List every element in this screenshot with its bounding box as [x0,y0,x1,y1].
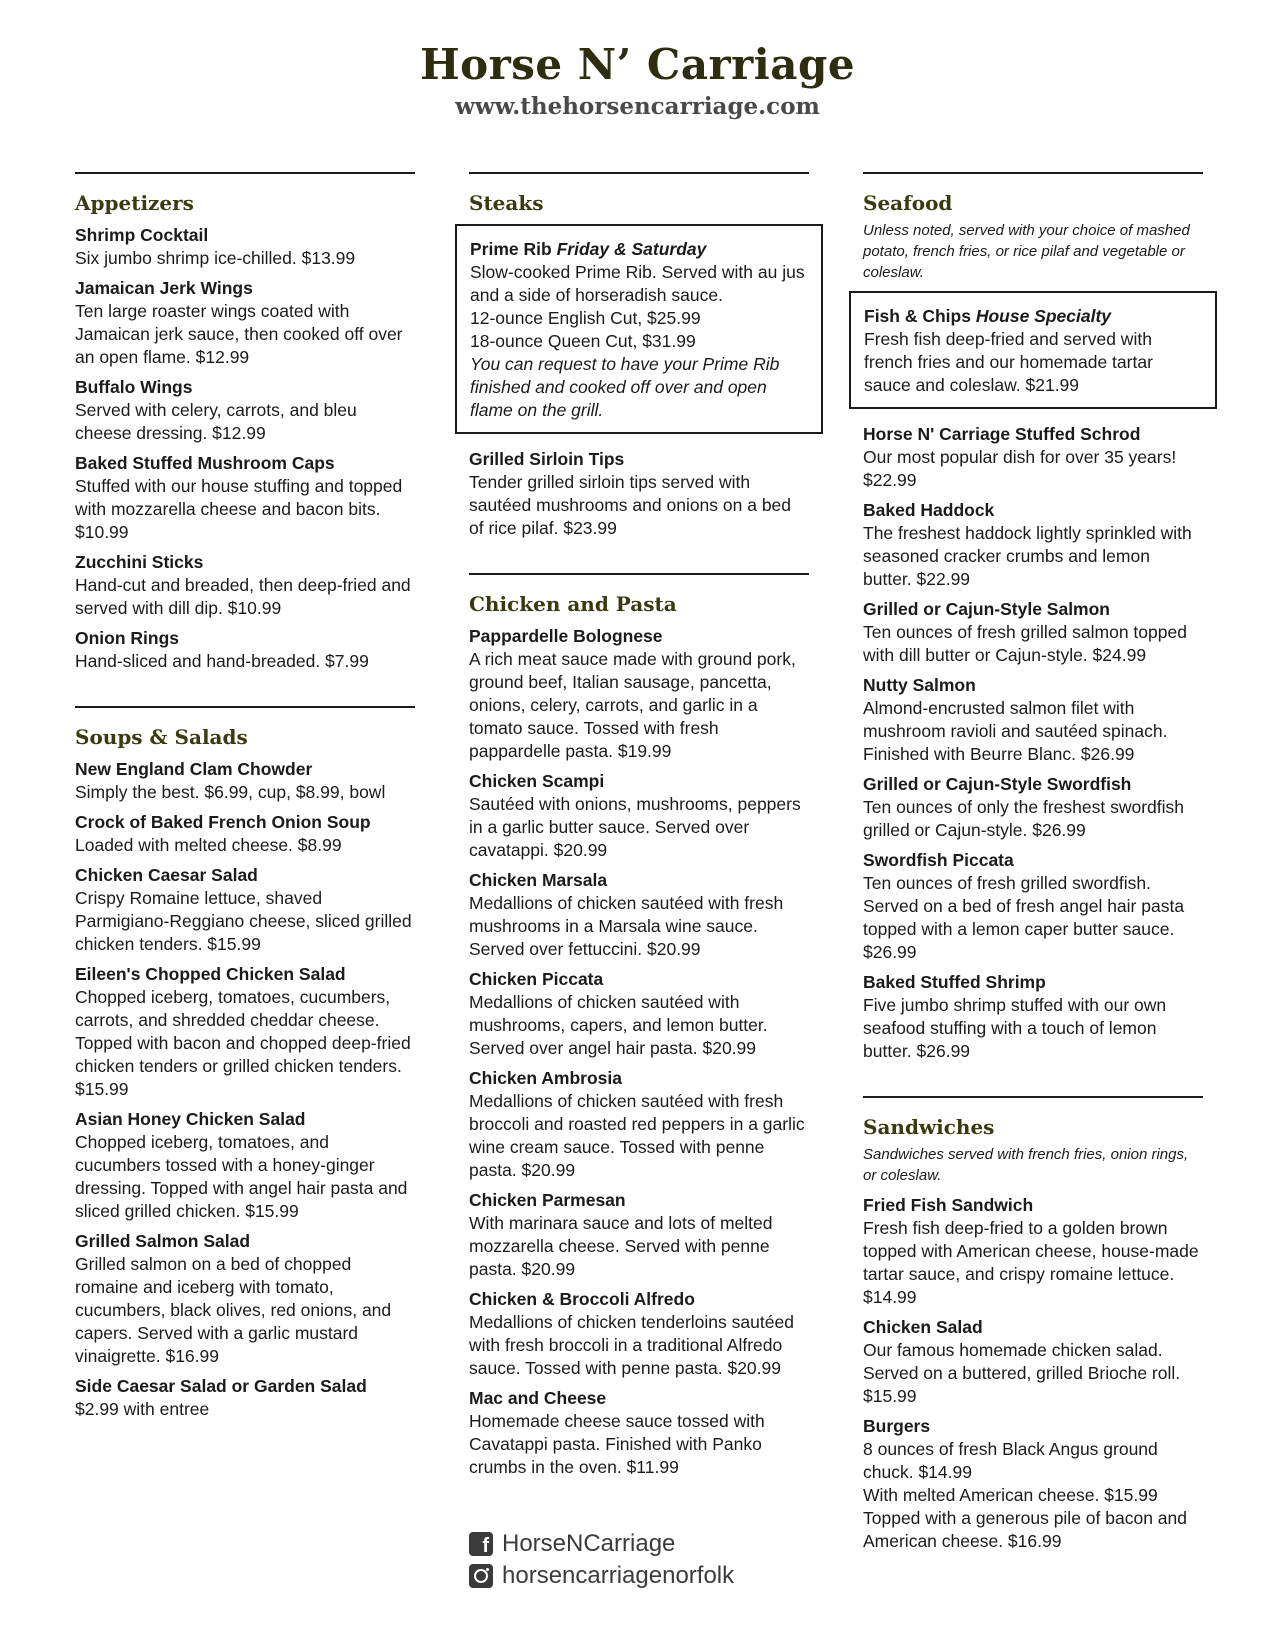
menu-item [75,452,415,544]
item-name: Grilled Salmon Salad [75,1231,251,1251]
menu-item [863,849,1203,964]
item-name: Mac and Cheese [469,1388,607,1408]
seafood-note: Unless noted, served with your choice of mashed potato, french fries, or rice pilaf and vegetable or coleslaw. [863,222,1190,281]
item-name: Chicken Marsala [469,870,608,890]
item-name [470,238,809,261]
menu-item [469,625,809,763]
section-divider [863,1096,1203,1098]
item-name: Eileen's Chopped Chicken Salad [75,964,346,984]
facebook-icon: f [469,1532,493,1556]
instagram-link[interactable] [469,1560,734,1592]
item-description: Medallions of chicken sautéed with fresh mushrooms in a Marsala wine sauce. Served over fettuccini. $20.99 [469,893,784,959]
prime-rib-desc: Slow-cooked Prime Rib. Served with au jus and a side of horseradish sauce. [470,262,805,305]
item-description: Our famous homemade chicken salad. Served on a buttered, grilled Brioche roll. $15.99 [863,1340,1181,1406]
item-description: Sautéed with onions, mushrooms, peppers in a garlic butter sauce. Served over cavatappi. $20.99 [469,794,801,860]
item-description: Chopped iceberg, tomatoes, and cucumbers tossed with a honey-ginger dressing. Topped with angel hair pasta and sliced grilled chicken. $15.99 [75,1132,408,1221]
burgers-desc: 8 ounces of fresh Black Angus ground chuck. $14.99 [863,1439,1158,1482]
menu-item [469,1189,809,1281]
appetizers-list [75,224,415,673]
menu-item [469,770,809,862]
item-description: Ten ounces of fresh grilled salmon topped with dill butter or Cajun-style. $24.99 [863,622,1187,665]
sandwiches-note: Sandwiches served with french fries, onion rings, or coleslaw. [863,1146,1189,1184]
restaurant-title: Horse N’ Carriage [419,40,856,89]
item-name: Grilled or Cajun-Style Swordfish [863,774,1132,794]
steaks-list [469,448,809,540]
menu-item [469,1288,809,1380]
item-description: Served with celery, carrots, and bleu cheese dressing. $12.99 [75,400,357,443]
chicken-pasta-list [469,625,809,1479]
item-name: Asian Honey Chicken Salad [75,1109,306,1129]
section-title-steaks: Steaks [469,191,544,215]
section-divider [75,706,415,708]
item-description: Six jumbo shrimp ice-chilled. $13.99 [75,248,356,268]
section-divider [469,573,809,575]
item-name: Buffalo Wings [75,377,193,397]
restaurant-website[interactable]: www.thehorsencarriage.com [455,93,820,120]
item-name: Fried Fish Sandwich [863,1195,1034,1215]
item-name: Swordfish Piccata [863,850,1014,870]
section-title-sandwiches: Sandwiches [863,1115,995,1139]
item-description: Ten ounces of fresh grilled swordfish. Served on a bed of fresh angel hair pasta topped with a lemon caper butter sauce. $26.99 [863,873,1185,962]
item-description: Our most popular dish for over 35 years! $22.99 [863,447,1177,490]
item-description: With marinara sauce and lots of melted mozzarella cheese. Served with penne pasta. $20.99 [469,1213,773,1279]
item-description: The freshest haddock lightly sprinkled with seasoned cracker crumbs and lemon butter. $22.99 [863,523,1192,589]
item-name: Grilled Sirloin Tips [469,449,625,469]
menu-item [863,1316,1203,1408]
fish-chips-desc: Fresh fish deep-fried and served with french fries and our homemade tartar sauce and coleslaw. $21.99 [864,329,1153,395]
menu-item [75,1108,415,1223]
item-name: Chicken Ambrosia [469,1068,623,1088]
section-divider [863,172,1203,174]
item-description: Stuffed with our house stuffing and topped with mozzarella cheese and bacon bits. $10.99 [75,476,403,542]
item-description: A rich meat sauce made with ground pork, ground beef, Italian sausage, pancetta, onions, celery, carrots, and garlic in a tomato sauce. Tossed with fresh pappardelle pasta. $19.99 [469,649,796,761]
item-name: Jamaican Jerk Wings [75,278,253,298]
item-description: Ten large roaster wings coated with Jamaican jerk sauce, then cooked off over an open flame. $12.99 [75,301,403,367]
item-name: Chicken & Broccoli Alfredo [469,1289,695,1309]
item-description: Five jumbo shrimp stuffed with our own seafood stuffing with a touch of lemon butter. $26.99 [863,995,1167,1061]
burgers-bacon-option: Topped with a generous pile of bacon and American cheese. $16.99 [863,1508,1187,1551]
item-name: Chicken Parmesan [469,1190,626,1210]
item-name: Pappardelle Bolognese [469,626,663,646]
section-title-seafood: Seafood [863,191,953,215]
prime-rib-note: You can request to have your Prime Rib finished and cooked off over and open flame on the grill. [470,354,780,420]
menu-item [75,758,415,804]
section-title-chicken-pasta: Chicken and Pasta [469,592,677,616]
fish-chips-box [849,291,1217,409]
menu-item [75,376,415,445]
soups-salads-list [75,758,415,1421]
item-name: Shrimp Cocktail [75,225,209,245]
section-title-appetizers: Appetizers [75,191,194,215]
item-name: Baked Haddock [863,500,995,520]
menu-item [75,551,415,620]
item-name: Nutty Salmon [863,675,976,695]
menu-item [469,1387,809,1479]
menu-item [75,1230,415,1368]
menu-item [863,773,1203,842]
menu-item [75,224,415,270]
burgers-cheese-option: With melted American cheese. $15.99 [863,1485,1158,1505]
menu-item [863,598,1203,667]
item-description: Crispy Romaine lettuce, shaved Parmigiano-Reggiano cheese, sliced grilled chicken tenders. $15.99 [75,888,412,954]
item-description: Simply the best. $6.99, cup, $8.99, bowl [75,782,386,802]
prime-rib-name: Prime Rib [470,239,552,259]
item-description: Hand-cut and breaded, then deep-fried and served with dill dip. $10.99 [75,575,411,618]
item-name: Chicken Caesar Salad [75,865,258,885]
item-description: Homemade cheese sauce tossed with Cavatappi pasta. Finished with Panko crumbs in the oven. $11.99 [469,1411,765,1477]
facebook-handle: HorseNCarriage [502,1530,676,1557]
item-description: Hand-sliced and hand-breaded. $7.99 [75,651,369,671]
item-description: Almond-encrusted salmon filet with mushroom ravioli and sautéed spinach. Finished with Beurre Blanc. $26.99 [863,698,1168,764]
column-right [863,172,1203,1560]
item-name: Zucchini Sticks [75,552,204,572]
fish-chips-specialty: House Specialty [975,306,1112,326]
item-name [864,305,1203,328]
item-name: Horse N' Carriage Stuffed Schrod [863,424,1141,444]
section-title-soups-salads: Soups & Salads [75,725,248,749]
item-name: Chicken Piccata [469,969,604,989]
item-description: Ten ounces of only the freshest swordfish grilled or Cajun-style. $26.99 [863,797,1185,840]
item-name: Onion Rings [75,628,180,648]
menu-item [863,423,1203,492]
sandwiches-list [863,1194,1203,1408]
menu-item [75,1375,415,1421]
item-name: Baked Stuffed Shrimp [863,972,1046,992]
instagram-icon [469,1564,493,1588]
menu-item [863,971,1203,1063]
prime-rib-cut-queen: 18-ounce Queen Cut, $31.99 [470,331,696,351]
item-name: Grilled or Cajun-Style Salmon [863,599,1110,619]
burgers-name: Burgers [863,1416,931,1436]
item-description: $2.99 with entree [75,1399,210,1419]
fish-chips-name: Fish & Chips [864,306,971,326]
menu-header [0,40,1275,122]
instagram-handle: horsencarriagenorfolk [502,1562,735,1589]
item-description: Medallions of chicken tenderloins sautéed with fresh broccoli in a traditional Alfredo sauce. Tossed with penne pasta. $20.99 [469,1312,794,1378]
item-description: Medallions of chicken sautéed with mushrooms, capers, and lemon butter. Served over angel hair pasta. $20.99 [469,992,768,1058]
item-description: Medallions of chicken sautéed with fresh broccoli and roasted red peppers in a garlic wine cream sauce. Tossed with penne pasta. $20.99 [469,1091,805,1180]
item-name: Chicken Scampi [469,771,605,791]
menu-item [469,968,809,1060]
prime-rib-days: Friday & Saturday [556,239,707,259]
prime-rib-cut-english: 12-ounce English Cut, $25.99 [470,308,701,328]
column-left [75,172,415,1428]
item-description: Tender grilled sirloin tips served with sautéed mushrooms and onions on a bed of rice pilaf. $23.99 [469,472,792,538]
item-name: New England Clam Chowder [75,759,313,779]
item-description: Loaded with melted cheese. $8.99 [75,835,342,855]
prime-rib-box [455,224,823,434]
menu-item [863,1194,1203,1309]
menu-item [75,963,415,1101]
menu-item [469,1067,809,1182]
social-links [469,1528,734,1592]
section-divider [469,172,809,174]
menu-item [75,811,415,857]
item-name: Side Caesar Salad or Garden Salad [75,1376,367,1396]
menu-item [863,674,1203,766]
item-name: Chicken Salad [863,1317,983,1337]
menu-item [75,864,415,956]
item-name: Baked Stuffed Mushroom Caps [75,453,335,473]
item-description: Chopped iceberg, tomatoes, cucumbers, carrots, and shredded cheddar cheese. Topped with bacon and chopped deep-fried chicken tenders or grilled chicken tenders. $15.99 [75,987,411,1099]
seafood-list [863,423,1203,1063]
menu-item [469,448,809,540]
item-description: Fresh fish deep-fried to a golden brown topped with American cheese, house-made tartar sauce, and crispy romaine lettuce. $14.99 [863,1218,1199,1307]
item-name: Crock of Baked French Onion Soup [75,812,371,832]
column-middle [469,172,809,1486]
menu-item [75,627,415,673]
menu-item [469,869,809,961]
section-divider [75,172,415,174]
menu-item [75,277,415,369]
facebook-link[interactable] [469,1528,734,1560]
menu-item [863,1415,1203,1553]
menu-item [863,499,1203,591]
item-description: Grilled salmon on a bed of chopped romaine and iceberg with tomato, cucumbers, black olives, red onions, and capers. Served with a garlic mustard vinaigrette. $16.99 [75,1254,392,1366]
